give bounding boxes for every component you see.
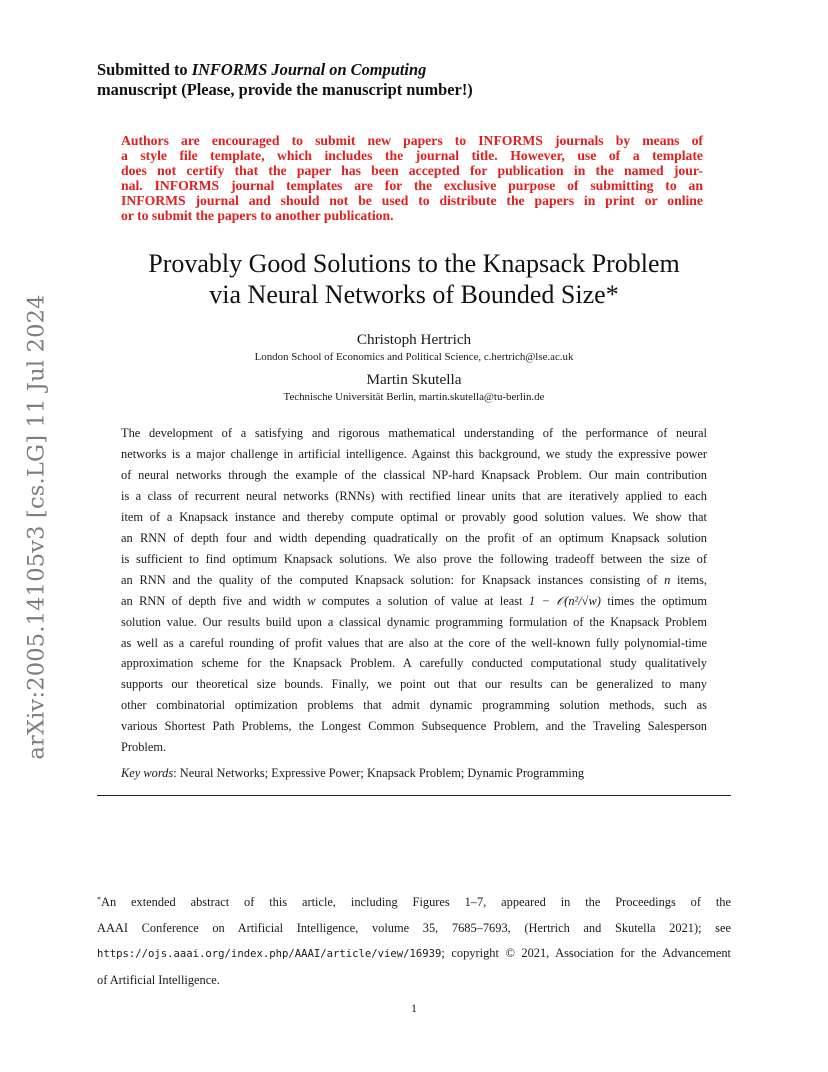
abstract-line: as well as a careful rounding of profit values that are also at the core of the well-known fully polynomial-time	[121, 635, 707, 650]
footnote-line	[97, 890, 731, 916]
footnote-marker: *	[97, 895, 101, 904]
abstract-line: Problem.	[121, 740, 167, 755]
notice-line: does not certify that the paper has been accepted for publication in the named jour-	[121, 163, 703, 178]
template-notice	[121, 133, 703, 223]
abstract-text: an RNN of depth five and width	[121, 593, 308, 608]
keywords-text: Neural Networks; Expressive Power; Knapsack Problem; Dynamic Programming	[179, 766, 585, 780]
math-variable: n	[664, 572, 671, 587]
footnote-line: AAAI Conference on Artificial Intelligence, volume 35, 7685–7693, (Hertrich and Skutella 2021); see	[97, 920, 731, 935]
abstract-line: other combinatorial optimization problems that admit dynamic programming solution methods, such as	[121, 698, 707, 713]
author-name: Christoph Hertrich	[356, 331, 472, 348]
journal-name: INFORMS Journal on Computing	[191, 60, 427, 79]
manuscript-line: manuscript (Please, provide the manuscript number!)	[97, 80, 473, 99]
notice-line: Authors are encouraged to submit new papers to INFORMS journals by means of	[121, 133, 703, 148]
title-line-2: via Neural Networks of Bounded Size*	[209, 280, 619, 309]
notice-line: nal. INFORMS journal templates are for the exclusive purpose of submitting to an	[121, 178, 703, 193]
abstract-line: item of a Knapsack instance and thereby compute optimal or provably good solution values. We show that	[121, 509, 707, 524]
section-divider	[97, 795, 731, 796]
abstract-line: networks is a major challenge in artificial intelligence. Against this background, we study the expressive power	[121, 446, 707, 461]
keywords-separator: :	[173, 766, 180, 780]
abstract-text: computes a solution of value at least	[315, 593, 529, 608]
abstract-line: various Shortest Path Problems, the Longest Common Subsequence Problem, and the Traveling Salesperson	[121, 719, 707, 734]
page-number: 1	[411, 1001, 417, 1015]
abstract	[121, 423, 707, 758]
author-affiliation: Technische Universität Berlin, martin.skutella@tu-berlin.de	[283, 391, 545, 403]
footnote-text: An extended abstract of this article, including Figures 1–7, appeared in the Proceedings of the	[101, 895, 731, 909]
title-line-1: Provably Good Solutions to the Knapsack Problem	[148, 249, 680, 278]
submission-line	[97, 60, 737, 80]
math-expression: 1 − 𝒪(n²/√w)	[528, 593, 601, 608]
footnote	[97, 890, 731, 993]
abstract-text: times the optimum	[600, 593, 707, 608]
submitted-prefix: Submitted to	[97, 60, 192, 79]
author-block	[97, 371, 731, 404]
abstract-line: solution value. Our results build upon a classical dynamic programming formulation of the Knapsack Problem	[121, 614, 707, 629]
abstract-text: an RNN and the quality of the computed Knapsack solution: for Knapsack instances consisting of	[121, 572, 665, 587]
paper-title	[97, 248, 731, 310]
abstract-line: The development of a satisfying and rigorous mathematical understanding of the performance of neural	[121, 426, 707, 440]
abstract-line: an RNN of depth four and width depending quadratically on the profit of an optimum Knapsack solution	[121, 530, 707, 545]
notice-line: INFORMS journal and should not be used to distribute the papers in print or online	[121, 193, 703, 208]
journal-header	[97, 60, 737, 100]
abstract-text: items,	[670, 572, 708, 587]
abstract-line	[121, 591, 707, 612]
footnote-line	[97, 941, 731, 968]
abstract-line	[121, 570, 707, 591]
footnote-line: of Artificial Intelligence.	[97, 972, 220, 987]
abstract-line: approximation scheme for the Knapsack Problem. A carefully conducted computational study qualitatively	[121, 656, 707, 671]
author-block	[97, 331, 731, 364]
arxiv-identifier-stamp	[20, 296, 54, 758]
footnote-text: ; copyright © 2021, Association for the Advancement	[441, 946, 731, 960]
keywords-label: Key words	[121, 766, 174, 780]
notice-line: or to submit the papers to another publication.	[121, 208, 394, 223]
abstract-line: supports our theoretical size bounds. Finally, we point out that our results can be generalized to many	[121, 677, 707, 692]
arxiv-identifier-text: arXiv:2005.14105v3 [cs.LG] 11 Jul 2024	[24, 294, 50, 760]
author-name: Martin Skutella	[366, 371, 462, 388]
abstract-line: is sufficient to find optimum Knapsack solutions. We also prove the following tradeoff between the size of	[121, 551, 707, 566]
abstract-line: is a class of recurrent neural networks (RNNs) with rectified linear units that are iteratively applied to each	[121, 488, 707, 503]
math-variable: w	[307, 593, 316, 608]
footnote-url-link[interactable]: https://ojs.aaai.org/index.php/AAAI/article/view/16939	[97, 948, 442, 960]
abstract-line: of neural networks through the example of the classical NP-hard Knapsack Problem. Our main contribution	[121, 467, 707, 482]
notice-line: a style file template, which includes the journal title. However, use of a template	[121, 148, 703, 163]
keywords	[121, 765, 707, 781]
author-affiliation: London School of Economics and Political Science, c.hertrich@lse.ac.uk	[254, 351, 574, 363]
